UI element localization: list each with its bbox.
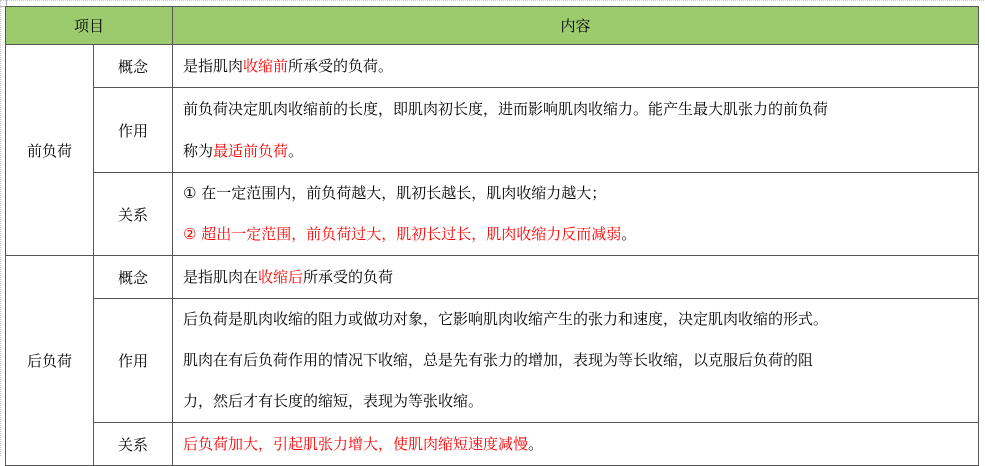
text-line: ① 在一定范围内，前负荷越大，肌初长越长，肌肉收缩力越大； [183,184,607,202]
highlight-text: 收缩前 [243,57,289,75]
text-line: 力，然后才有长度的缩短，表现为等张收缩。 [183,392,484,410]
text: 。 [288,142,304,160]
table-row [6,88,979,173]
label-function: 作用 [94,88,173,173]
text: 所承受的负荷 [303,268,394,286]
label-relation: 关系 [94,173,173,256]
header-row [6,7,979,45]
text: 。 [621,225,637,243]
table-row [6,173,979,256]
text: 。 [528,435,544,453]
preload-relation [173,173,979,256]
load-comparison-table [5,6,979,466]
text-line [183,130,968,172]
table-row [6,423,979,466]
preload-function [173,88,979,173]
text: 是指肌肉 [183,57,244,75]
label-relation: 关系 [94,423,173,466]
label-concept: 概念 [94,256,173,299]
table-row [6,45,979,88]
highlight-text: 最适前负荷 [213,142,289,160]
text: 称为 [183,142,214,160]
highlight-text: 收缩后 [258,268,304,286]
highlight-text: ② 超出一定范围，前负荷过大，肌初长过长，肌肉收缩力反而减弱 [183,225,622,243]
highlight-text: 后负荷加大，引起肌张力增大，使肌肉缩短速度减慢 [183,435,529,453]
header-content: 内容 [173,7,979,45]
table-row [6,299,979,423]
afterload-relation [173,423,979,466]
text-line: 前负荷决定肌肉收缩前的长度，即肌肉初长度，进而影响肌肉收缩力。能产生最大肌张力的前负荷 [183,100,829,118]
preload-concept [173,45,979,88]
text-line: 后负荷是肌肉收缩的阻力或做功对象，它影响肌肉收缩产生的张力和速度，决定肌肉收缩的形式。 [183,310,829,328]
label-function: 作用 [94,299,173,423]
category-afterload: 后负荷 [6,256,94,466]
text: 所承受的负荷。 [288,57,394,75]
category-preload: 前负荷 [6,45,94,256]
header-item: 项目 [6,7,173,45]
afterload-concept [173,256,979,299]
text-line [183,214,968,255]
table-row [6,256,979,299]
label-concept: 概念 [94,45,173,88]
text-line: 肌肉在有后负荷作用的情况下收缩，总是先有张力的增加，表现为等长收缩，以克服后负荷的阻 [183,351,814,369]
text: 是指肌肉在 [183,268,259,286]
afterload-function [173,299,979,423]
